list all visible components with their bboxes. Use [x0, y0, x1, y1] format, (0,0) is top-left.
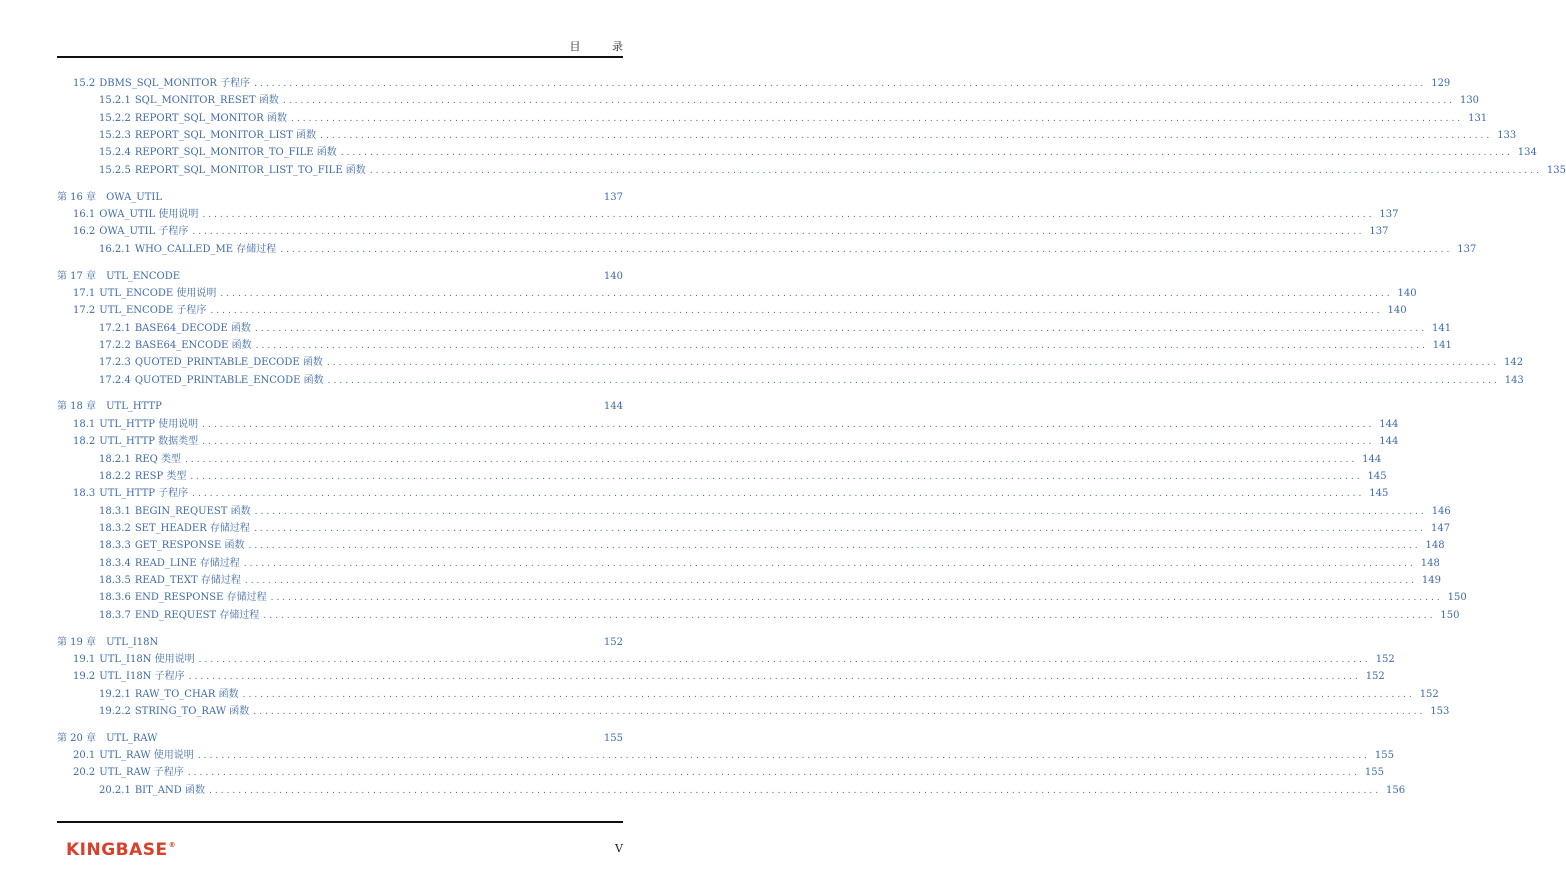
- toc-leader-dots: ........................................................................................................................................................................................................: [340, 148, 1513, 159]
- toc-entry[interactable]: [57, 704, 1450, 720]
- toc-entry-label: END_REQUEST 存储过程: [134, 609, 260, 621]
- header-rule: [57, 56, 623, 58]
- toc-entry[interactable]: [57, 608, 1460, 624]
- toc-entry-label: DBMS_SQL_MONITOR 子程序: [99, 78, 251, 89]
- toc-entry-label: UTL_RAW: [106, 732, 158, 744]
- toc-entry-number: 16.1: [73, 208, 96, 220]
- toc-entry-label: STRING_TO_RAW 函数: [134, 705, 250, 717]
- toc-leader-dots: ........................................................................................................................................................................................................: [280, 244, 1453, 255]
- toc-entry-title[interactable]: [57, 190, 162, 206]
- toc-page-number: 142: [1503, 357, 1524, 369]
- toc-entry-title[interactable]: [57, 590, 267, 606]
- toc-entry[interactable]: [57, 486, 1389, 502]
- toc-entry[interactable]: [57, 286, 1417, 302]
- toc-leader-dots: ........................................................................................................................................................................................................: [244, 575, 1417, 586]
- toc-leader-dots: ........................................................................................................................................................................................................: [198, 654, 1371, 665]
- toc-leader-dots: ........................................................................................................................................................................................................: [202, 437, 1375, 448]
- toc-entry[interactable]: [57, 765, 1384, 781]
- toc-entry[interactable]: [57, 207, 1399, 223]
- toc-entry-number: 18.1: [73, 418, 96, 430]
- toc-page-number: 130: [1459, 95, 1480, 107]
- toc-entry-title[interactable]: [57, 635, 158, 651]
- toc-entry-label: REPORT_SQL_MONITOR_TO_FILE 函数: [134, 147, 337, 159]
- toc-entry-number: 15.2.2: [99, 112, 131, 124]
- toc-entry-title[interactable]: [57, 731, 157, 747]
- toc-entry-number: 17.2: [73, 305, 96, 317]
- toc-page-number: 150: [1440, 609, 1460, 621]
- toc-entry-number: 18.3.6: [99, 592, 131, 604]
- toc-page-number: 150: [1447, 592, 1467, 604]
- toc-entry-label: UTL_ENCODE: [106, 270, 181, 282]
- toc-leader-dots: ........................................................................................................................................................................................................: [369, 165, 1542, 176]
- toc-entry-title[interactable]: [57, 687, 239, 703]
- toc-leader-dots: ........................................................................................................................................................................................................: [320, 131, 1493, 142]
- toc-entry-label: END_RESPONSE 存储过程: [134, 592, 267, 604]
- toc-page-number: 137: [1457, 243, 1477, 255]
- toc-page-number: 152: [1365, 671, 1385, 683]
- toc-page-number: 148: [1425, 540, 1445, 552]
- toc-entry-title[interactable]: [57, 128, 316, 144]
- toc-entry-number: 15.2.5: [99, 164, 131, 176]
- toc-leader-dots: ........................................................................................................................................................................................................: [253, 706, 1426, 717]
- toc-leader-dots: ........................................................................................................................................................................................................: [253, 523, 1427, 534]
- toc-page-number: 155: [1364, 767, 1384, 779]
- toc-entry[interactable]: [57, 163, 1566, 179]
- toc-entry[interactable]: [57, 355, 1524, 371]
- toc-page-number: 135: [1546, 164, 1566, 176]
- toc-page-number: 156: [1386, 784, 1406, 796]
- toc-entry[interactable]: [57, 669, 1385, 685]
- toc-leader-dots: ........................................................................................................................................................................................................: [192, 227, 1365, 238]
- toc-entry-title[interactable]: [57, 286, 216, 302]
- toc-page-number: 144: [1379, 418, 1399, 430]
- toc-page-number: 134: [1517, 147, 1537, 159]
- toc-entry[interactable]: [57, 93, 1480, 109]
- toc-entry[interactable]: [57, 590, 1467, 606]
- footer-rule: [57, 821, 623, 823]
- toc-entry-label: UTL_HTTP: [106, 401, 162, 413]
- toc-entry-title[interactable]: [57, 224, 188, 240]
- toc-entry-title[interactable]: [57, 207, 198, 223]
- toc-leader-dots: ........................................................................................................................................................................................................: [243, 558, 1416, 569]
- toc-page-number: 148: [1420, 557, 1440, 569]
- toc-entry[interactable]: [57, 469, 1387, 485]
- toc-entry[interactable]: [57, 128, 1517, 144]
- toc-entry-number: 第 17 章: [57, 270, 97, 282]
- toc-entry-label: SQL_MONITOR_RESET 函数: [134, 95, 279, 107]
- toc-entry[interactable]: [57, 538, 1445, 554]
- toc-entry-label: UTL_HTTP 数据类型: [99, 436, 199, 448]
- toc-entry-number: 第 18 章: [57, 401, 97, 413]
- toc-entry-title[interactable]: [57, 269, 180, 285]
- toc-leader-dots: ........................................................................................................................................................................................................: [263, 610, 1436, 621]
- toc-leader-dots: ........................................................................................................................................................................................................: [291, 113, 1464, 124]
- toc-entry-number: 17.2.2: [99, 339, 131, 351]
- toc-entry-title[interactable]: [57, 748, 194, 764]
- toc-entry-number: 18.3.7: [99, 609, 131, 621]
- toc-entry-title[interactable]: [57, 486, 188, 502]
- toc-page-number: 133: [1497, 130, 1517, 142]
- toc-entry-label: BIT_AND 函数: [134, 784, 205, 796]
- toc-leader-dots: ........................................................................................................................................................................................................: [185, 454, 1358, 465]
- toc-entry-title[interactable]: [57, 303, 206, 319]
- toc-leader-dots: ........................................................................................................................................................................................................: [202, 209, 1375, 220]
- toc-entry-label: OWA_UTIL 子程序: [99, 226, 189, 238]
- toc-entry-label: RAW_TO_CHAR 函数: [134, 688, 239, 700]
- toc-leader-dots: ........................................................................................................................................................................................................: [197, 751, 1370, 762]
- toc-entry-title[interactable]: [57, 434, 198, 450]
- toc-entry-label: SET_HEADER 存储过程: [134, 522, 250, 534]
- toc-entry-label: UTL_I18N 子程序: [99, 671, 185, 683]
- toc-entry-label: RESP 类型: [134, 470, 187, 482]
- toc-entry-number: 18.3.4: [99, 557, 131, 569]
- toc-leader-dots: ........................................................................................................................................................................................................: [210, 306, 1383, 317]
- toc-entry-title[interactable]: [57, 608, 259, 624]
- toc-page-number: 144: [603, 401, 623, 413]
- toc-entry-title[interactable]: [57, 321, 251, 337]
- toc-entry-number: 18.2.2: [99, 470, 131, 482]
- toc-leader-dots: ........................................................................................................................................................................................................: [282, 96, 1456, 107]
- toc-entry-number: 17.1: [73, 287, 96, 299]
- toc-entry-number: 19.2.1: [99, 688, 131, 700]
- toc-entry-title[interactable]: [57, 452, 181, 468]
- toc-entry-label: UTL_ENCODE 使用说明: [99, 287, 217, 299]
- toc-entry-title[interactable]: [57, 469, 186, 485]
- toc-entry-number: 18.3.1: [99, 505, 131, 517]
- toc-page-number: 137: [1379, 208, 1399, 220]
- toc-leader-dots: ........................................................................................................................................................................................................: [255, 340, 1428, 351]
- toc-entry-title[interactable]: [57, 783, 205, 799]
- page-number: V: [615, 842, 623, 855]
- toc-page-number: 152: [603, 636, 623, 648]
- toc-entry-number: 第 19 章: [57, 636, 97, 648]
- toc-entry-number: 18.3.2: [99, 522, 131, 534]
- toc-page-number: 144: [1362, 453, 1382, 465]
- toc-chapter-entry[interactable]: [57, 731, 623, 747]
- toc-entry-label: BASE64_ENCODE 函数: [134, 339, 252, 351]
- toc-entry-label: WHO_CALLED_ME 存储过程: [134, 243, 277, 255]
- toc-entry-title[interactable]: [57, 163, 366, 179]
- toc-page-number: 155: [1374, 750, 1394, 762]
- toc-entry-number: 17.2.3: [99, 357, 131, 369]
- toc-entry-number: 20.2: [73, 767, 96, 779]
- toc-leader-dots: ........................................................................................................................................................................................................: [242, 689, 1415, 700]
- toc-entry-label: REPORT_SQL_MONITOR_LIST 函数: [134, 130, 317, 142]
- toc-entry[interactable]: [57, 145, 1537, 161]
- toc-entry[interactable]: [57, 111, 1488, 127]
- toc-leader-dots: ........................................................................................................................................................................................................: [188, 672, 1361, 683]
- toc-page-number: 129: [1431, 78, 1451, 89]
- header-title: 目 录: [569, 40, 637, 53]
- toc-page-number: 145: [1369, 488, 1389, 500]
- toc-page-number: 145: [1367, 470, 1387, 482]
- toc-entry-title[interactable]: [57, 76, 250, 92]
- toc-entry[interactable]: [57, 373, 1524, 389]
- toc-page-number: 147: [1430, 522, 1451, 534]
- toc-entry[interactable]: [57, 434, 1399, 450]
- toc-entry-number: 18.3.3: [99, 540, 131, 552]
- toc-page-number: 141: [1432, 322, 1452, 334]
- toc-entry-label: GET_RESPONSE 函数: [134, 540, 245, 552]
- toc-entry-number: 17.2.4: [99, 374, 131, 386]
- toc-page-number: 137: [1369, 226, 1389, 238]
- toc-entry-title[interactable]: [57, 242, 276, 258]
- toc-entry-number: 19.2: [73, 671, 96, 683]
- toc-page-number: 146: [1431, 505, 1451, 517]
- toc-entry-title[interactable]: [57, 145, 337, 161]
- toc-entry-number: 16.2.1: [99, 243, 131, 255]
- toc-entry[interactable]: [57, 224, 1389, 240]
- toc-page-number: 140: [1387, 305, 1407, 317]
- toc-page-number: 143: [1504, 374, 1524, 386]
- toc-leader-dots: ........................................................................................................................................................................................................: [220, 288, 1393, 299]
- toc-entry-number: 20.1: [73, 750, 96, 762]
- toc-leader-dots: ........................................................................................................................................................................................................: [248, 541, 1421, 552]
- toc-entry-label: QUOTED_PRINTABLE_ENCODE 函数: [134, 374, 324, 386]
- toc-entry-number: 第 20 章: [57, 732, 97, 744]
- toc-entry[interactable]: [57, 76, 1451, 92]
- toc-leader-dots: ........................................................................................................................................................................................................: [254, 79, 1427, 89]
- toc-entry-number: 16.2: [73, 226, 96, 238]
- kingbase-logo: [66, 840, 176, 860]
- toc-leader-dots: ........................................................................................................................................................................................................: [208, 785, 1382, 796]
- toc-page-number: 140: [603, 270, 623, 282]
- toc-entry-title[interactable]: [57, 93, 279, 109]
- toc-entry-number: 第 16 章: [57, 191, 97, 203]
- toc-leader-dots: ........................................................................................................................................................................................................: [202, 419, 1375, 430]
- toc-entry-number: 18.2.1: [99, 453, 131, 465]
- toc-entry[interactable]: [57, 303, 1407, 319]
- toc-entry-label: BEGIN_REQUEST 函数: [134, 505, 251, 517]
- toc-entry-number: 15.2: [73, 78, 96, 89]
- toc-entry[interactable]: [57, 783, 1406, 799]
- toc-leader-dots: ........................................................................................................................................................................................................: [192, 489, 1365, 500]
- toc-entry-label: UTL_HTTP 子程序: [99, 488, 189, 500]
- toc-entry-label: UTL_I18N 使用说明: [99, 653, 195, 665]
- toc-entry[interactable]: [57, 652, 1395, 668]
- toc-page-number: 137: [603, 191, 623, 203]
- toc-entry-number: 19.1: [73, 653, 96, 665]
- toc-entry-label: READ_TEXT 存储过程: [134, 574, 241, 586]
- toc-leader-dots: ........................................................................................................................................................................................................: [270, 593, 1443, 604]
- toc-entry-label: UTL_RAW 子程序: [99, 767, 184, 779]
- toc-entry-title[interactable]: [57, 556, 240, 572]
- toc-entry-number: 15.2.3: [99, 130, 131, 142]
- toc-entry-title[interactable]: [57, 521, 250, 537]
- toc-page-number: 131: [1468, 112, 1488, 124]
- toc-leader-dots: ........................................................................................................................................................................................................: [326, 358, 1500, 369]
- toc-entry[interactable]: [57, 452, 1382, 468]
- toc-entry-title[interactable]: [57, 355, 323, 371]
- toc-entry-title[interactable]: [57, 399, 162, 415]
- toc-entry[interactable]: [57, 338, 1452, 354]
- toc-entry-label: OWA_UTIL: [106, 191, 162, 203]
- toc-entry-title[interactable]: [57, 573, 241, 589]
- toc-entry[interactable]: [57, 573, 1441, 589]
- toc-entry[interactable]: [57, 242, 1477, 258]
- logo-text: KINGBASE: [66, 840, 168, 860]
- toc-entry-label: REPORT_SQL_MONITOR 函数: [134, 112, 287, 124]
- toc-page-number: 152: [1375, 653, 1395, 665]
- toc-entry-title[interactable]: [57, 504, 251, 520]
- toc-entry-label: UTL_ENCODE 子程序: [99, 305, 207, 317]
- toc-chapter-entry[interactable]: [57, 399, 623, 415]
- toc-entry-title[interactable]: [57, 338, 252, 354]
- logo-registered-mark: ®: [168, 841, 177, 849]
- toc-entry-number: 18.3: [73, 488, 96, 500]
- toc-entry-label: UTL_RAW 使用说明: [99, 750, 194, 762]
- toc-entry-number: 15.2.1: [99, 95, 131, 107]
- toc-chapter-entry[interactable]: [57, 269, 623, 285]
- toc-entry-label: REPORT_SQL_MONITOR_LIST_TO_FILE 函数: [134, 164, 366, 176]
- toc-page-number: 140: [1397, 287, 1417, 299]
- toc-entry-title[interactable]: [57, 652, 195, 668]
- toc-leader-dots: ........................................................................................................................................................................................................: [190, 471, 1363, 482]
- toc-page-number: 141: [1432, 339, 1452, 351]
- toc-entry[interactable]: [57, 321, 1452, 337]
- toc-entry-number: 18.3.5: [99, 574, 131, 586]
- toc-entry-number: 17.2.1: [99, 322, 131, 334]
- toc-entry-label: QUOTED_PRINTABLE_DECODE 函数: [134, 357, 323, 369]
- toc-entry-label: REQ 类型: [134, 453, 182, 465]
- toc-entry-label: UTL_HTTP 使用说明: [99, 418, 199, 430]
- toc-chapter-entry[interactable]: [57, 190, 623, 206]
- toc-leader-dots: ........................................................................................................................................................................................................: [254, 506, 1427, 517]
- toc-entry-label: UTL_I18N: [106, 636, 159, 648]
- toc-entry-number: 18.2: [73, 436, 96, 448]
- toc-page-number: 155: [603, 732, 623, 744]
- toc-entry-number: 15.2.4: [99, 147, 131, 159]
- toc-entry-label: BASE64_DECODE 函数: [134, 322, 251, 334]
- toc-entry-number: 19.2.2: [99, 705, 131, 717]
- toc-chapter-entry[interactable]: [57, 635, 623, 651]
- toc-entry[interactable]: [57, 504, 1451, 520]
- toc-entry-number: 20.2.1: [99, 784, 131, 796]
- toc-entry-label: READ_LINE 存储过程: [134, 557, 240, 569]
- toc-entry[interactable]: [57, 556, 1440, 572]
- toc-leader-dots: ........................................................................................................................................................................................................: [187, 768, 1360, 779]
- toc-page-number: 152: [1419, 688, 1439, 700]
- toc-page-number: 153: [1430, 705, 1450, 717]
- toc-page-number: 144: [1379, 436, 1399, 448]
- toc-entry-title[interactable]: [57, 373, 324, 389]
- toc-page-number: 149: [1421, 574, 1441, 586]
- toc-leader-dots: ........................................................................................................................................................................................................: [327, 375, 1500, 386]
- toc-entry-title[interactable]: [57, 669, 185, 685]
- toc-entry-label: OWA_UTIL 使用说明: [99, 208, 199, 220]
- toc-entry-title[interactable]: [57, 538, 244, 554]
- toc-entry-title[interactable]: [57, 417, 198, 433]
- toc-entry[interactable]: [57, 521, 1451, 537]
- toc-entry-title[interactable]: [57, 765, 184, 781]
- toc-entry[interactable]: [57, 748, 1394, 764]
- toc-entry[interactable]: [57, 687, 1439, 703]
- toc-entry-title[interactable]: [57, 704, 249, 720]
- toc-entry-title[interactable]: [57, 111, 287, 127]
- toc-entry[interactable]: [57, 417, 1399, 433]
- toc-leader-dots: ........................................................................................................................................................................................................: [254, 323, 1428, 334]
